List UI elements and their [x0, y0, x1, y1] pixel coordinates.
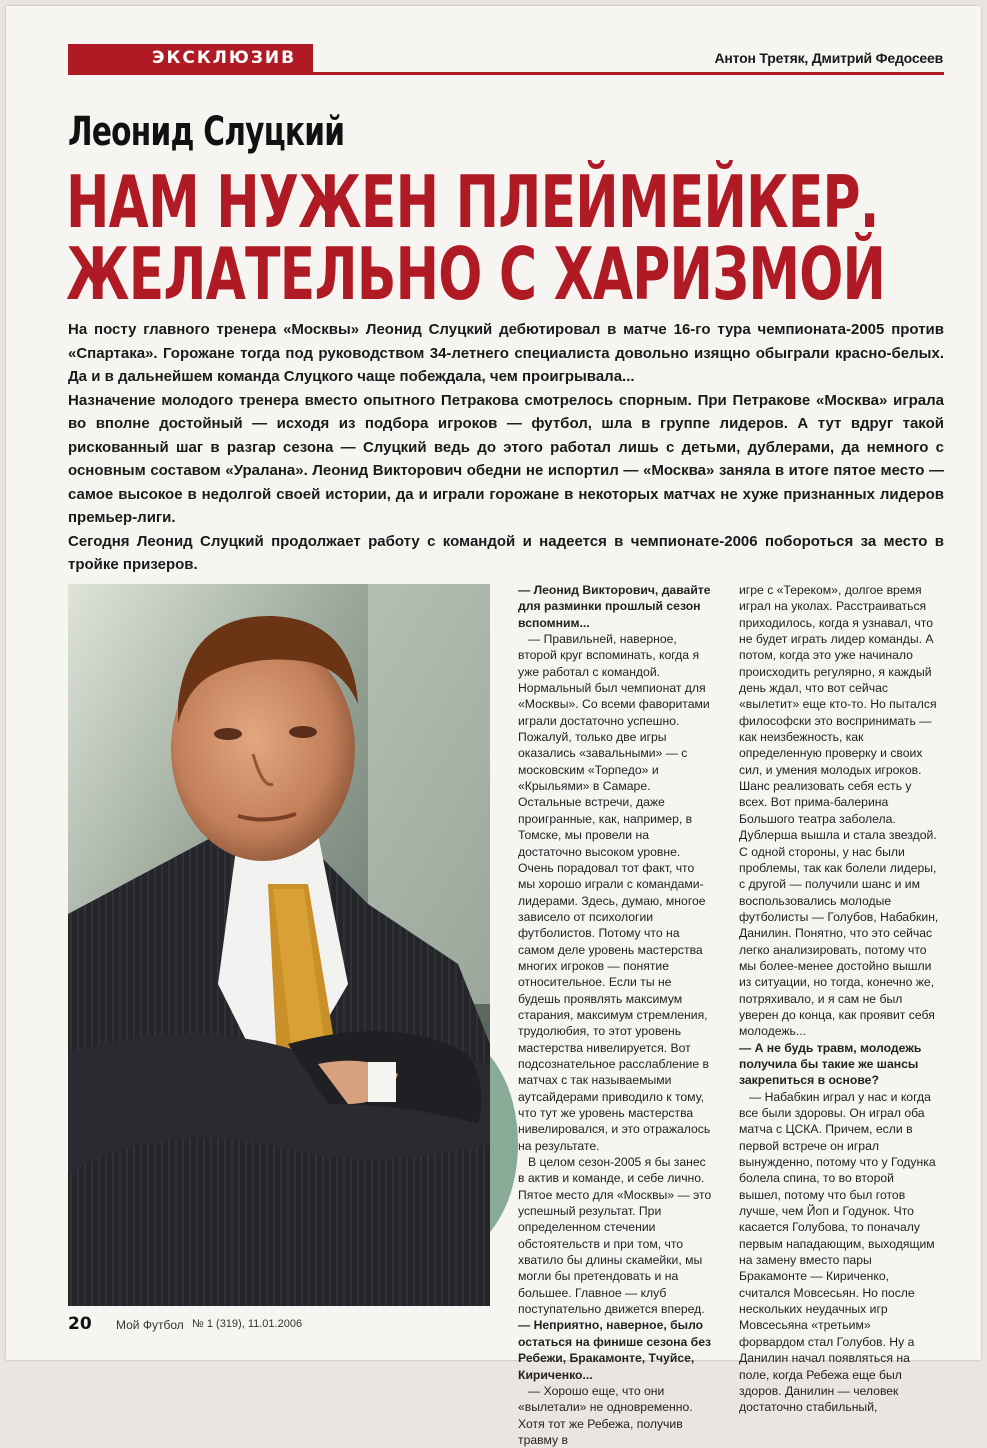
interview-question: — А не будь травм, молодежь получила бы такие же шансы закрепиться в основе?: [739, 1040, 922, 1088]
coach-photo: [68, 584, 490, 1306]
interview-answer: В целом сезон-2005 я бы занес в актив и команде, и себе лично. Пятое место для «Москвы» — это успешный результат. При определенном стечении обстоятельств и при том, что хватило бы длины скамейки, мы могли бы претендовать и на большее. Главное — клуб поступательно движется вперед.: [518, 1155, 712, 1317]
issue-info: № 1 (319), 11.01.2006: [192, 1318, 303, 1330]
interview-question: — Леонид Викторович, давайте для разминки прошлый сезон вспомним...: [518, 583, 711, 630]
rubric-rule: [68, 72, 944, 75]
interview-answer: игре с «Тереком», долгое время играл на уколах. Расстраиваться приходилось, когда я узнавал, что не будет играть лидер команды. А потом, когда это уже начинало происходить регулярно, я каждый день ждал, что вот сейчас «вылетит» еще кто-то. Но пытался философски это воспринимать — как неизбежность, как определенную проверку и своих сил, и умения молодых игроков. Шанс реализовать себя есть у всех. Вот прима-балерина Большого театра заболела. Дублерша вышла и стала звездой. С одной стороны, у нас были проблемы, так как болели лидеры, с другой — получили шанс и им воспользовались молодые футболисты — Голубов, Набабкин, Данилин. Понятно, что это сейчас легко анализировать, потому что мы более-менее достойно вышли из ситуации, но тогда, конечно же, потряхивало, и я сам не был уверен до конца, как проявит себя молодежь...: [739, 583, 939, 1039]
interview-answer: — Правильней, наверное, второй круг вспоминать, когда я уже работал с командой. Нормальный был чемпионат для «Москвы». Со всеми фаворитами играли достаточно успешно. Пожалуй, только две игры оказались «завальными» — с московским «Торпедо» и «Крыльями» в Самаре. Остальные встречи, даже проигранные, как, например, в Томске, мы провели на достаточно высоком уровне. Очень порадовал тот факт, что мы хорошо играли с командами-лидерами. Здесь, думаю, многое зависело от психологии футболистов. Потому что на самом деле уровень мастерства многих игроков — понятие относительное. Если ты не будешь проявлять максимум старания, максимум стремления, трудолюбия, то этот уровень мастерства нивелируется. Вот подсознательное расслабление в матчах с так называемыми аутсайдерами приводило к тому, что тут же уровень мастерства нивелировался, и это отражалось на результате.: [518, 632, 711, 1153]
headline-line-2: ЖЕЛАТЕЛЬНО С ХАРИЗМОЙ: [66, 232, 886, 316]
lead-paragraphs: [68, 318, 944, 577]
interview-question: — Неприятно, наверное, было остаться на финише сезона без Ребежи, Бракамонте, Тчуйсе, Кириченко...: [518, 1318, 712, 1382]
lead-paragraph: Сегодня Леонид Слуцкий продолжает работу с командой и надеется в чемпионате-2006 побороться за место в тройке призеров.: [68, 532, 944, 573]
headline: [66, 160, 886, 316]
section-rubric: ЭКСКЛЮЗИВ: [68, 44, 313, 74]
lead-paragraph: На посту главного тренера «Москвы» Леонид Слуцкий дебютировал в матче 16-го тура чемпионата-2005 против «Спартака». Горожане тогда под руководством 34-летнего специалиста довольно изящно обыграли красно-белых. Да и в дальнейшем команда Слуцкого чаще побеждала, чем проигрывала...: [68, 321, 944, 385]
magazine-page: [6, 6, 981, 1447]
interview-answer: — Хорошо еще, что они «вылетали» не одновременно. Хотя тот же Ребежа, получив травму в: [518, 1383, 693, 1447]
headline-line-1: НАМ НУЖЕН ПЛЕЙМЕЙКЕР.: [66, 160, 879, 244]
interview-column-2: [739, 582, 939, 1416]
magazine-name: Мой Футбол: [116, 1318, 184, 1332]
lead-paragraph: Назначение молодого тренера вместо опытного Петракова смотрелось спорным. При Петракове «Москва» играла во вполне достойный — исходя из подбора игроков — футбол, шла в группе лидеров. А тут вдруг такой рискованный шаг в разгар сезона — Слуцкий ведь до этого работал лишь с детьми, дублерами, да немного с основным составом «Уралана». Леонид Викторович обедни не испортил — «Москва» заняла в итоге пятое место — самое высокое в недолгой своей истории, да и играли горожане в некоторых матчах не хуже признанных лидеров премьер-лиги.: [68, 391, 944, 526]
page-number: 20: [68, 1314, 92, 1334]
interview-column-1: [518, 582, 714, 1448]
authors-byline: Антон Третяк, Дмитрий Федосеев: [714, 50, 943, 66]
person-name: Леонид Слуцкий: [68, 109, 345, 155]
interview-answer: — Набабкин играл у нас и когда все были здоровы. Он играл оба матча с ЦСКА. Причем, если в первой встрече он играл вынужденно, потому что у Годунка болела спина, то во второй вышел, потому что был готов лучше, чем Йоп и Годунок. Что касается Голубова, то поначалу первым нападающим, выходящим на замену вместо пары Бракамонте — Кириченко, считался Мовсесьян. Но после нескольких неудачных игр Мовсесьяна «третьим» форвардом стал Голубов. Ну а Данилин начал появляться на поле, когда Ребежа еще был здоров. Данилин — человек достаточно стабильный,: [739, 1089, 936, 1415]
